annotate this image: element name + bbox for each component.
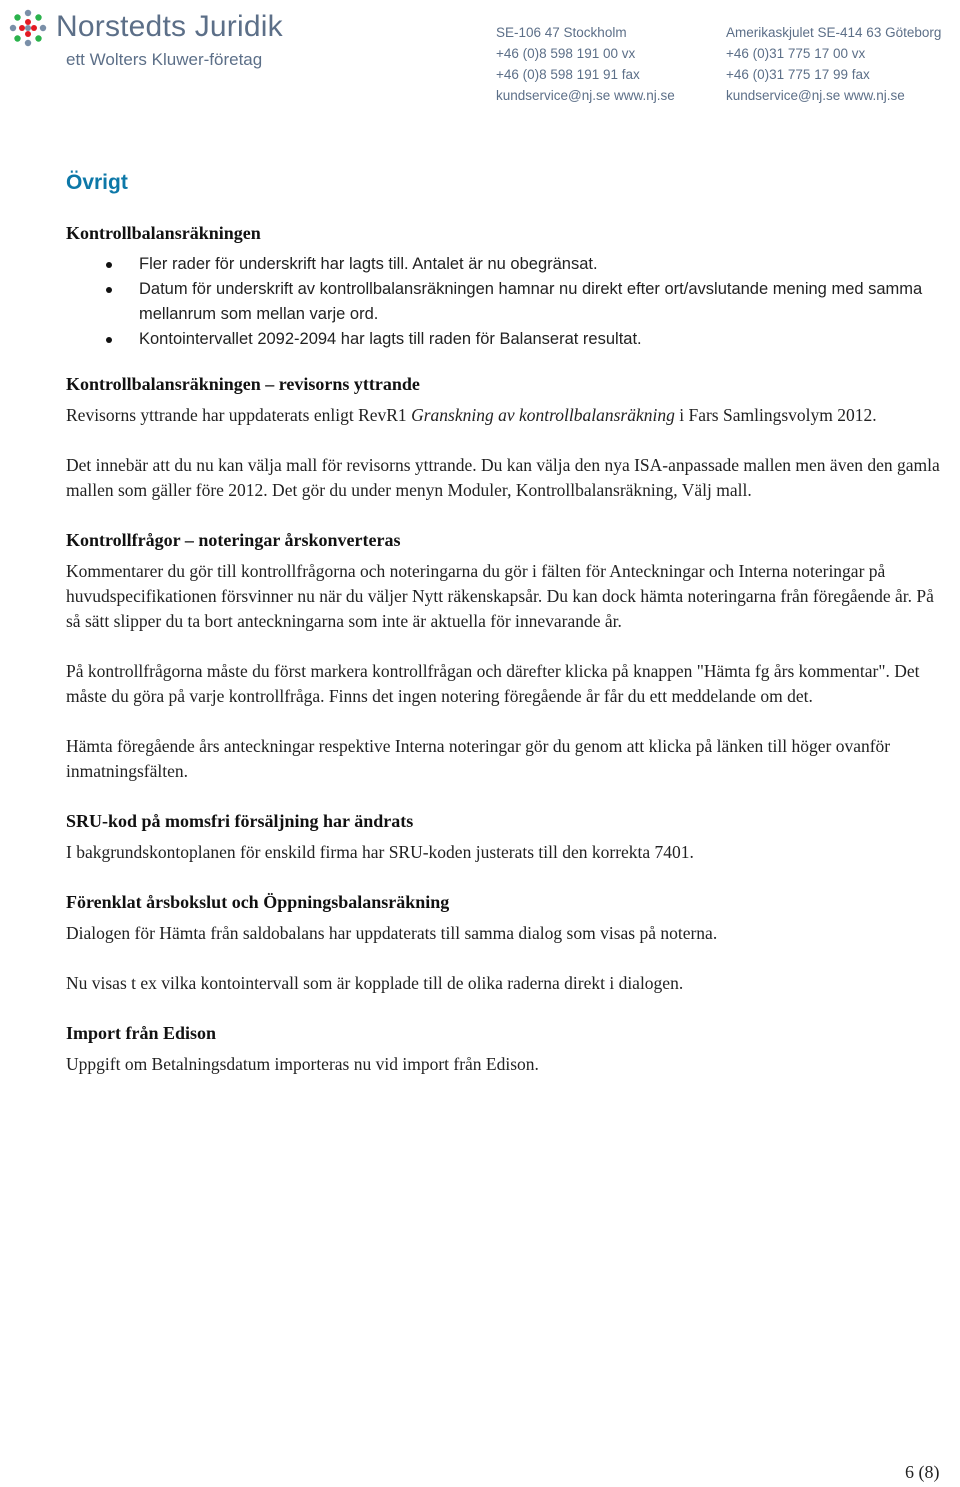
list-item	[139, 327, 946, 352]
address-line: +46 (0)31 775 17 99 fax	[726, 67, 870, 82]
list-item-text: Datum för underskrift av kontrollbalansräkningen hamnar nu direkt efter ort/avslutande mening med samma mellanrum som mellan varje ord.	[139, 280, 923, 323]
list-item	[139, 252, 946, 277]
address-stockholm	[496, 22, 675, 106]
heading-kontrollfragor: Kontrollfrågor – noteringar årskonverteras	[66, 530, 401, 550]
bullet-icon	[106, 287, 112, 293]
text-run: i Fars Samlingsvolym 2012.	[674, 405, 877, 425]
address-line: +46 (0)31 775 17 00 vx	[726, 46, 866, 61]
heading-kontrollbalansrakningen: Kontrollbalansräkningen	[66, 223, 261, 243]
address-goteborg	[726, 22, 941, 106]
heading-revisorns-yttrande: Kontrollbalansräkningen – revisorns yttrande	[66, 374, 420, 394]
address-line: +46 (0)8 598 191 00 vx	[496, 46, 636, 61]
paragraph: I bakgrundskontoplanen för enskild firma har SRU-koden justerats till den korrekta 7401.	[66, 842, 694, 862]
bullet-list	[66, 252, 946, 352]
paragraph: Det innebär att du nu kan välja mall för revisorns yttrande. Du kan välja den nya ISA-anpassade mallen men även den gamla mallen som gäller före 2012. Det gör du under menyn Moduler, Kontrollbalansräkning, Välj mall.	[66, 455, 940, 500]
section-title: Övrigt	[66, 171, 128, 194]
address-line: kundservice@nj.se www.nj.se	[496, 88, 675, 103]
page-number: 6 (8)	[905, 1462, 940, 1482]
address-line: +46 (0)8 598 191 91 fax	[496, 67, 640, 82]
heading-import-edison: Import från Edison	[66, 1023, 217, 1043]
bullet-icon	[106, 337, 112, 343]
heading-sru-kod: SRU-kod på momsfri försäljning har ändrats	[66, 811, 414, 831]
list-item-text: Kontointervallet 2092-2094 har lagts till raden för Balanserat resultat.	[139, 330, 642, 348]
italic-title: Granskning av kontrollbalansräkning	[411, 405, 675, 425]
paragraph: Nu visas t ex vilka kontointervall som är kopplade till de olika raderna direkt i dialogen.	[66, 973, 684, 993]
text-run: Revisorns yttrande har uppdaterats enligt RevR1	[66, 405, 412, 425]
bullet-icon	[106, 262, 112, 268]
logo-wordmark: Norstedts Juridik	[56, 10, 283, 43]
address-line: Amerikaskjulet SE-414 63 Göteborg	[726, 25, 942, 40]
wolters-kluwer-logo-icon	[8, 8, 48, 48]
list-item	[139, 277, 946, 327]
paragraph: På kontrollfrågorna måste du först markera kontrollfrågan och därefter klicka på knappen "Hämta fg års kommentar". Det måste du göra på varje kontrollfråga. Finns det ingen notering föregående år får du ett meddelande om det.	[66, 661, 920, 706]
paragraph	[66, 403, 946, 428]
paragraph: Dialogen för Hämta från saldobalans har uppdaterats till samma dialog som visas på noterna.	[66, 923, 718, 943]
list-item-text: Fler rader för underskrift har lagts till. Antalet är nu obegränsat.	[139, 255, 598, 273]
paragraph: Kommentarer du gör till kontrollfrågorna och noteringarna du gör i fälten för Anteckningar och Interna noteringar på huvudspecifikationen försvinner nu när du väljer Nytt räkenskapsår. Du kan dock hämta noteringarna från föregående år. På så sätt slipper du ta bort anteckningarna som inte är aktuella för innevarande år.	[66, 561, 934, 631]
document-body	[66, 170, 946, 1102]
paragraph: Hämta föregående års anteckningar respektive Interna noteringar gör du genom att klicka på länken till höger ovanför inmatningsfälten.	[66, 736, 891, 781]
address-line: SE-106 47 Stockholm	[496, 25, 627, 40]
address-line: kundservice@nj.se www.nj.se	[726, 88, 905, 103]
letterhead	[0, 0, 960, 110]
paragraph: Uppgift om Betalningsdatum importeras nu vid import från Edison.	[66, 1054, 539, 1074]
logo-tagline: ett Wolters Kluwer-företag	[66, 50, 263, 69]
heading-forenklat-arsbokslut: Förenklat årsbokslut och Öppningsbalansräkning	[66, 892, 450, 912]
